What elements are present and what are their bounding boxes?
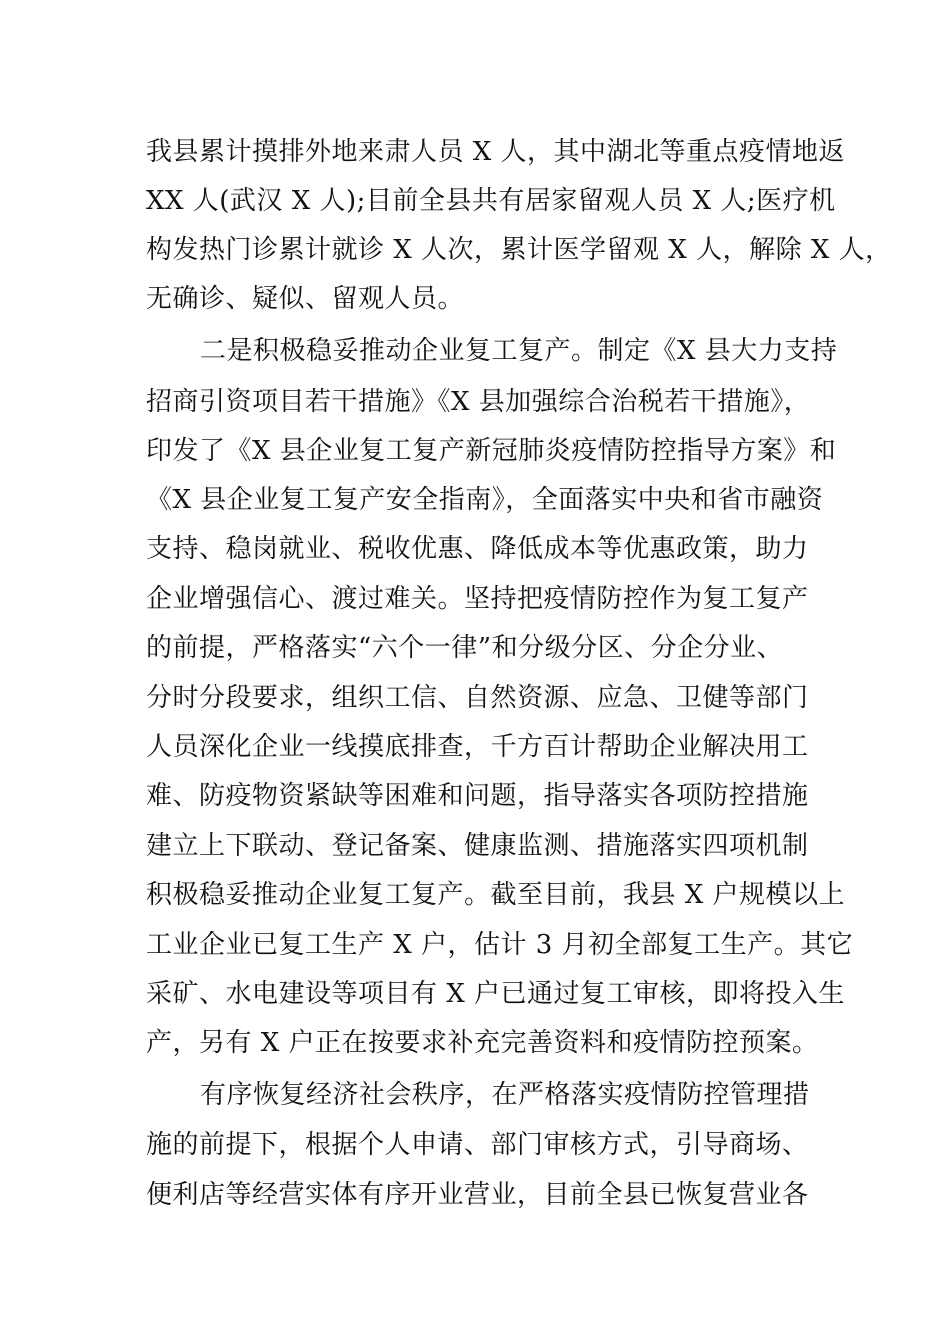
text-line: 产，另有 X 户正在按要求补充完善资料和疫情防控预案。 (146, 1028, 819, 1058)
paragraph-first-line: 二是积极稳妥推动企业复工复产。制定《X 县大力支持 (200, 336, 838, 366)
text-line: 无确诊、疑似、留观人员。 (146, 284, 465, 314)
text-line: 企业增强信心、渡过难关。坚持把疫情防控作为复工复产 (146, 584, 809, 614)
text-line: 施的前提下，根据个人申请、部门审核方式，引导商场、 (146, 1130, 809, 1160)
text-line: 印发了《X 县企业复工复产新冠肺炎疫情防控指导方案》和 (146, 436, 837, 466)
text-line: 难、防疫物资紧缺等困难和问题，指导落实各项防控措施 (146, 781, 809, 811)
paragraph-first-line: 有序恢复经济社会秩序，在严格落实疫情防控管理措 (200, 1080, 810, 1110)
text-line: 招商引资项目若干措施》《X 县加强综合治税若干措施》， (146, 387, 811, 417)
text-line: 《X 县企业复工复产安全指南》，全面落实中央和省市融资 (146, 485, 824, 515)
text-line: 我县累计摸排外地来肃人员 X 人，其中湖北等重点疫情地返 (146, 137, 846, 167)
text-line: XX 人(武汉 X 人);目前全县共有居家留观人员 X 人;医疗机 (146, 186, 836, 216)
text-line: 工业企业已复工生产 X 户，估计 3 月初全部复工生产。其它 (146, 930, 854, 960)
text-line: 构发热门诊累计就诊 X 人次，累计医学留观 X 人，解除 X 人， (146, 235, 892, 265)
text-line: 积极稳妥推动企业复工复产。截至目前，我县 X 户规模以上 (146, 880, 846, 910)
text-line: 采矿、水电建设等项目有 X 户已通过复工审核，即将投入生 (146, 979, 846, 1009)
text-line: 建立上下联动、登记备案、健康监测、措施落实四项机制 (146, 831, 809, 861)
text-line: 便利店等经营实体有序开业营业，目前全县已恢复营业各 (146, 1180, 809, 1210)
text-line: 支持、稳岗就业、税收优惠、降低成本等优惠政策，助力 (146, 534, 809, 564)
text-line: 分时分段要求，组织工信、自然资源、应急、卫健等部门 (146, 683, 809, 713)
text-line: 的前提，严格落实“六个一律”和分级分区、分企分业、 (146, 633, 784, 663)
text-line: 人员深化企业一线摸底排查，千方百计帮助企业解决用工 (146, 732, 809, 762)
